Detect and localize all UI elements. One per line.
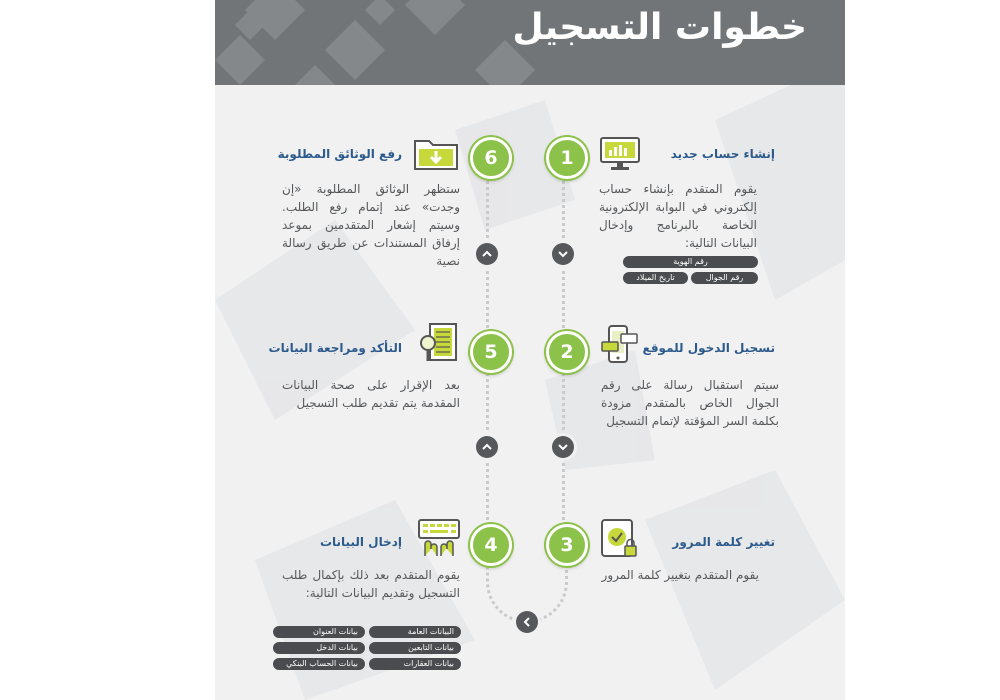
tablet-check-lock-icon bbox=[601, 519, 637, 563]
page-title: خطوات التسجيل bbox=[512, 7, 807, 48]
step-title-6: رفع الوثائق المطلوبة bbox=[277, 147, 402, 161]
step-title-3: تغيير كلمة المرور bbox=[672, 535, 775, 549]
phone-message-icon bbox=[601, 325, 639, 369]
document-magnifier-icon bbox=[418, 323, 458, 369]
arrow-left-icon bbox=[516, 611, 538, 633]
chip-address-data: بيانات العنوان bbox=[273, 626, 365, 638]
chip-income-data: بيانات الدخل bbox=[273, 642, 365, 654]
arrow-down-icon bbox=[552, 243, 574, 265]
monitor-chart-icon bbox=[600, 137, 640, 175]
step-text-5: بعد الإقرار على صحة البيانات المقدمة يتم تقديم طلب التسجيل bbox=[282, 378, 460, 410]
step-title-4: إدخال البيانات bbox=[319, 535, 402, 549]
step-text-2: سيتم استقبال رسالة على رقم الجوال الخاص بالمتقدم مزودة بكلمة السر المؤقتة لإتمام التسجيل bbox=[601, 378, 779, 428]
step-number-4: 4 bbox=[470, 524, 512, 566]
chip-dependents-data: بيانات التابعين bbox=[369, 642, 461, 654]
arrow-up-icon bbox=[476, 436, 498, 458]
step-title-1: إنشاء حساب جديد bbox=[670, 147, 775, 161]
step-text-3: يقوم المتقدم بتغيير كلمة المرور bbox=[601, 568, 759, 582]
step-number-5: 5 bbox=[470, 331, 512, 373]
step-text-4: يقوم المتقدم بعد ذلك بإكمال طلب التسجيل وتقديم البيانات التالية: bbox=[282, 568, 460, 600]
step-title-2: تسجيل الدخول للموقع bbox=[642, 341, 775, 355]
chip-birth-date: تاريخ الميلاد bbox=[623, 272, 688, 284]
step-text-1: يقوم المتقدم بإنشاء حساب إلكتروني في البوابة الإلكترونية الخاصة بالبرنامج وإدخال البيانات التالية: bbox=[599, 182, 757, 250]
header-banner bbox=[215, 0, 845, 85]
folder-download-icon bbox=[413, 135, 459, 175]
keyboard-hands-icon bbox=[418, 519, 460, 561]
step-number-3: 3 bbox=[546, 524, 588, 566]
step-number-6: 6 bbox=[470, 137, 512, 179]
chip-realestate-data: بيانات العقارات bbox=[369, 658, 461, 670]
step-number-2: 2 bbox=[546, 331, 588, 373]
chip-id-number: رقم الهوية bbox=[623, 256, 758, 268]
chip-bank-account-data: بيانات الحساب البنكي bbox=[273, 658, 365, 670]
arrow-down-icon bbox=[552, 436, 574, 458]
arrow-up-icon bbox=[476, 243, 498, 265]
step-text-6: ستظهر الوثائق المطلوبة «إن وجدت» عند إتمام رفع الطلب. وسيتم إشعار المتقدمين بموعد إرفاق المستندات عن طريق رسالة نصية bbox=[282, 182, 460, 268]
step-title-5: التأكد ومراجعة البيانات bbox=[268, 341, 402, 355]
chip-mobile-number: رقم الجوال bbox=[691, 272, 758, 284]
chip-general-data: البيانات العامة bbox=[369, 626, 461, 638]
step-number-1: 1 bbox=[546, 137, 588, 179]
